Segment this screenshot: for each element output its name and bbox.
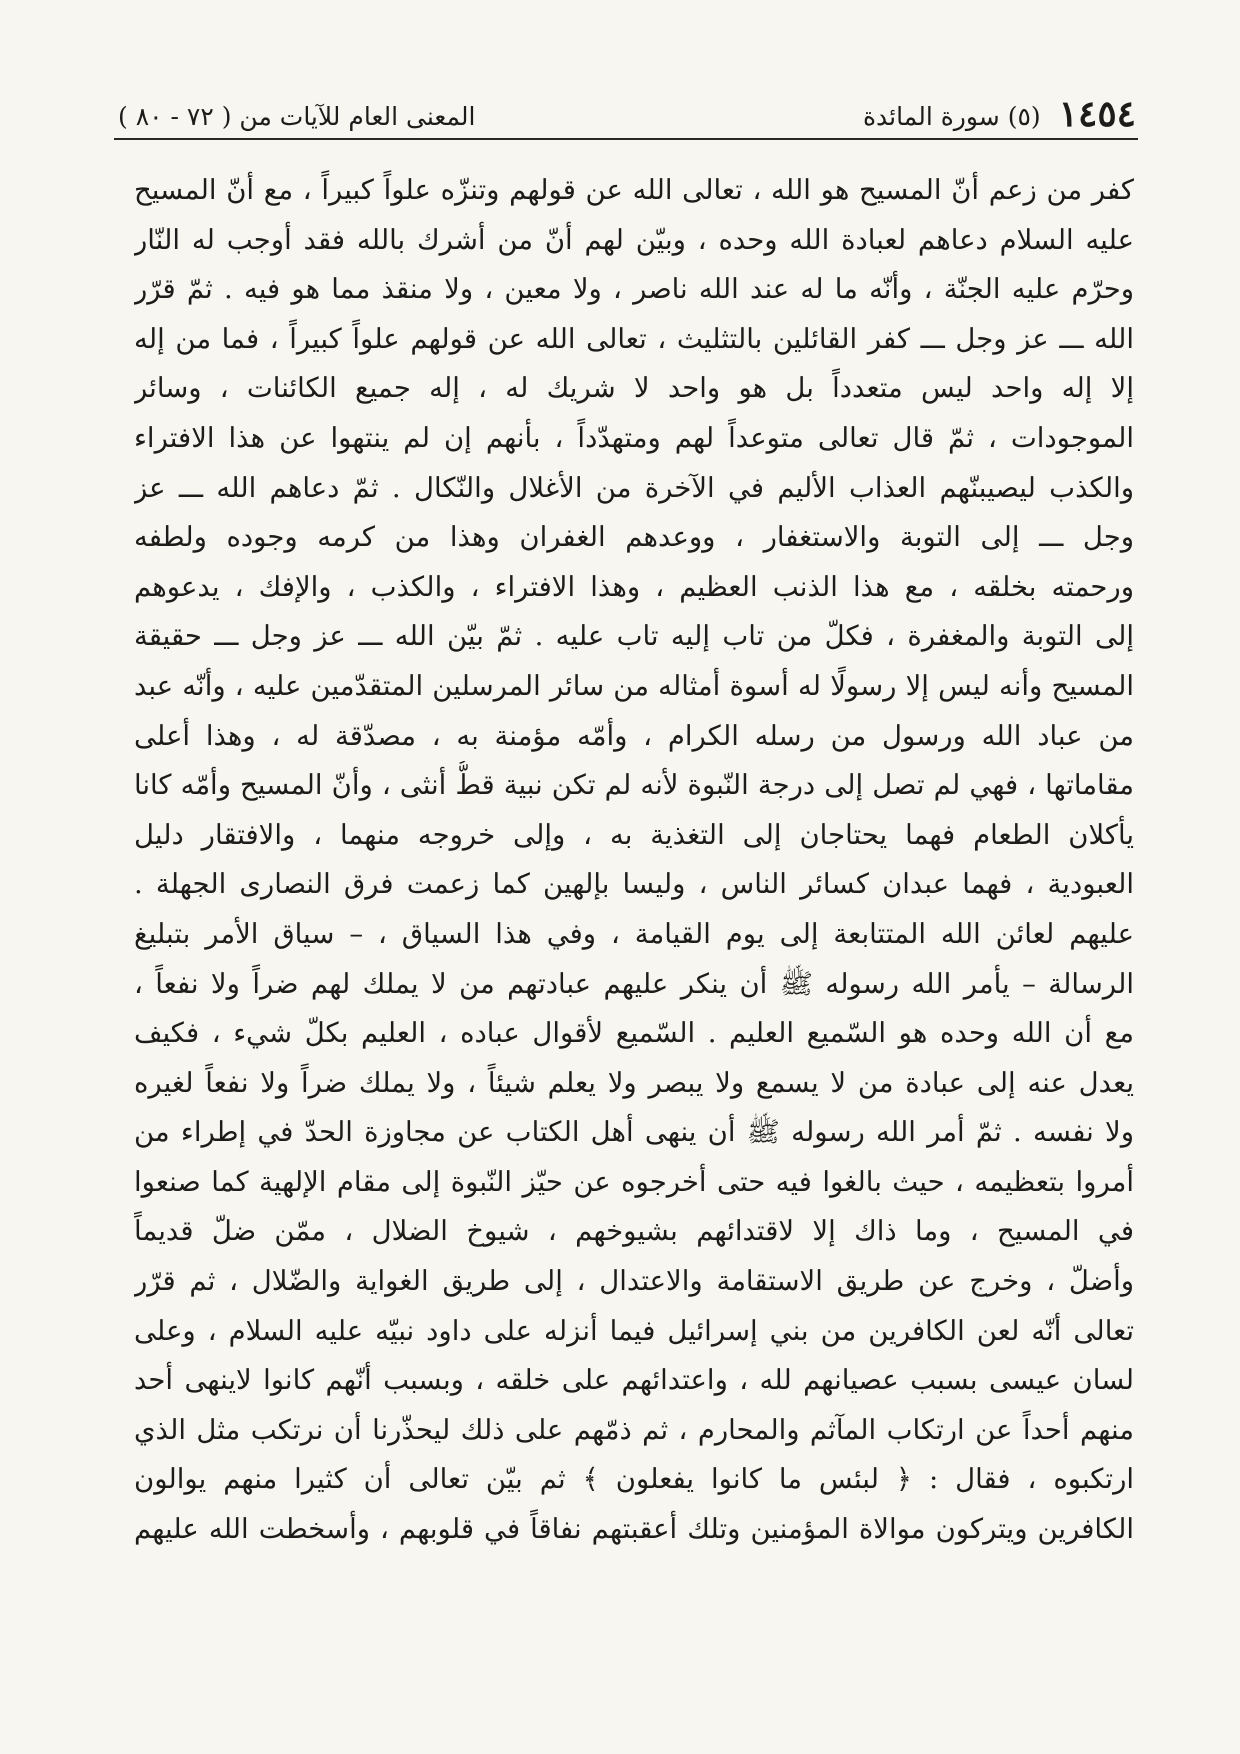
running-title: المعنى العام للآيات من ( ٧٢ - ٨٠ ) <box>118 102 476 131</box>
page-number: ١٤٥٤ <box>1058 93 1136 135</box>
text-line: لسان عيسى بسبب عصيانهم لله ، واعتدائهم على خلقه ، وبسبب أنّهم كانوا لاينهى أحد <box>134 1364 1134 1397</box>
surah-name: (٥) سورة المائدة <box>862 102 1041 131</box>
text-line: من عباد الله ورسول من رسله الكرام ، وأمّه مؤمنة به ، مصدّقة له ، وهذا أعلى <box>134 719 1134 752</box>
text-line: وجل ـــ إلى التوبة والاستغفار ، ووعدهم الغفران وهذا من كرمه وجوده ولطفه <box>134 521 1134 554</box>
text-line: والكذب ليصيبنّهم العذاب الأليم في الآخرة من الأغلال والنّكال . ثمّ دعاهم الله ـــ عز <box>134 471 1134 504</box>
text-line: الكافرين ويتركون موالاة المؤمنين وتلك أعقبتهم نفاقاً في قلوبهم ، وأسخطت الله عليهم <box>134 1513 1134 1546</box>
header-right-group <box>862 93 1136 135</box>
text-line: الرسالة – يأمر الله رسوله ﷺ أن ينكر عليهم عبادتهم من لا يملك لهم ضراً ولا نفعاً ، <box>134 967 1134 1000</box>
header-divider <box>114 138 1138 140</box>
text-line: مع أن الله وحده هو السّميع العليم . السّميع لأقوال عباده ، العليم بكلّ شيء ، فكيف <box>134 1017 1134 1050</box>
text-line: عليه السلام دعاهم لعبادة الله وحده ، وبيّن لهم أنّ من أشرك بالله فقد أوجب له النّار <box>134 223 1134 256</box>
text-line: يعدل عنه إلى عبادة من لا يسمع ولا يبصر ولا يعلم شيئاً ، ولا يملك ضراً ولا نفعاً لغيره <box>134 1066 1134 1099</box>
text-line: وحرّم عليه الجنّة ، وأنّه ما له عند الله ناصر ، ولا معين ، ولا منقذ مما هو فيه . ثمّ قرّر <box>134 273 1134 306</box>
text-line: عليهم لعائن الله المتتابعة إلى يوم القيامة ، وفي هذا السياق ، – سياق الأمر بتبليغ <box>134 917 1134 950</box>
text-line: المسيح وأنه ليس إلا رسولًا له أسوة أمثاله من سائر المرسلين المتقدّمين عليه ، وأنّه عبد <box>134 669 1134 702</box>
text-line: العبودية ، فهما عبدان كسائر الناس ، وليسا بإلهين كما زعمت فرق النصارى الجهلة . <box>134 868 1134 901</box>
text-line: منهم أحداً عن ارتكاب المآثم والمحارم ، ثم ذمّهم على ذلك ليحذّرنا أن نرتكب مثل الذي <box>134 1413 1134 1446</box>
text-line: الموجودات ، ثمّ قال تعالى متوعداً لهم ومتهدّداً ، بأنهم إن لم ينتهوا عن هذا الافتراء <box>134 421 1134 454</box>
text-line: وأضلّ ، وخرج عن طريق الاستقامة والاعتدال ، إلى طريق الغواية والضّلال ، ثم قرّر <box>134 1265 1134 1298</box>
text-line: ولا نفسه . ثمّ أمر الله رسوله ﷺ أن ينهى أهل الكتاب عن مجاوزة الحدّ في إطراء من <box>134 1116 1134 1149</box>
text-line: إلا إله واحد ليس متعدداً بل هو واحد لا شريك له ، إله جميع الكائنات ، وسائر <box>134 372 1134 405</box>
text-line: مقاماتها ، فهي لم تصل إلى درجة النّبوة لأنه لم تكن نبية قطُّ أنثى ، وأنّ المسيح وأمّه كانا <box>134 769 1134 802</box>
text-line: ورحمته بخلقه ، مع هذا الذنب العظيم ، وهذا الافتراء ، والكذب ، والإفك ، يدعوهم <box>134 570 1134 603</box>
text-line: كفر من زعم أنّ المسيح هو الله ، تعالى الله عن قولهم وتنزّه علواً كبيراً ، مع أنّ المسيح <box>134 174 1134 206</box>
page-header <box>118 86 1136 135</box>
text-line: في المسيح ، وما ذاك إلا لاقتدائهم بشيوخهم ، شيوخ الضلال ، ممّن ضلّ قديماً <box>134 1215 1134 1248</box>
text-line: تعالى أنّه لعن الكافرين من بني إسرائيل فيما أنزله على داود نبيّه عليه السلام ، وعلى <box>134 1314 1134 1347</box>
text-line: الله ـــ عز وجل ـــ كفر القائلين بالتثليث ، تعالى الله عن قولهم علواً كبيراً ، فما من إله <box>134 322 1134 355</box>
text-line: أمروا بتعظيمه ، حيث بالغوا فيه حتى أخرجوه عن حيّز النّبوة إلى مقام الإلهية كما صنعوا <box>134 1165 1134 1198</box>
text-line: يأكلان الطعام فهما يحتاجان إلى التغذية به ، وإلى خروجه منهما ، والافتقار دليل <box>134 818 1134 851</box>
body-text <box>134 166 1134 1555</box>
text-line: إلى التوبة والمغفرة ، فكلّ من تاب إليه تاب عليه . ثمّ بيّن الله ـــ عز وجل ـــ حقيقة <box>134 620 1134 653</box>
text-line: ارتكبوه ، فقال : ﴿ لبئس ما كانوا يفعلون ﴾ ثم بيّن تعالى أن كثيرا منهم يوالون <box>134 1463 1134 1496</box>
